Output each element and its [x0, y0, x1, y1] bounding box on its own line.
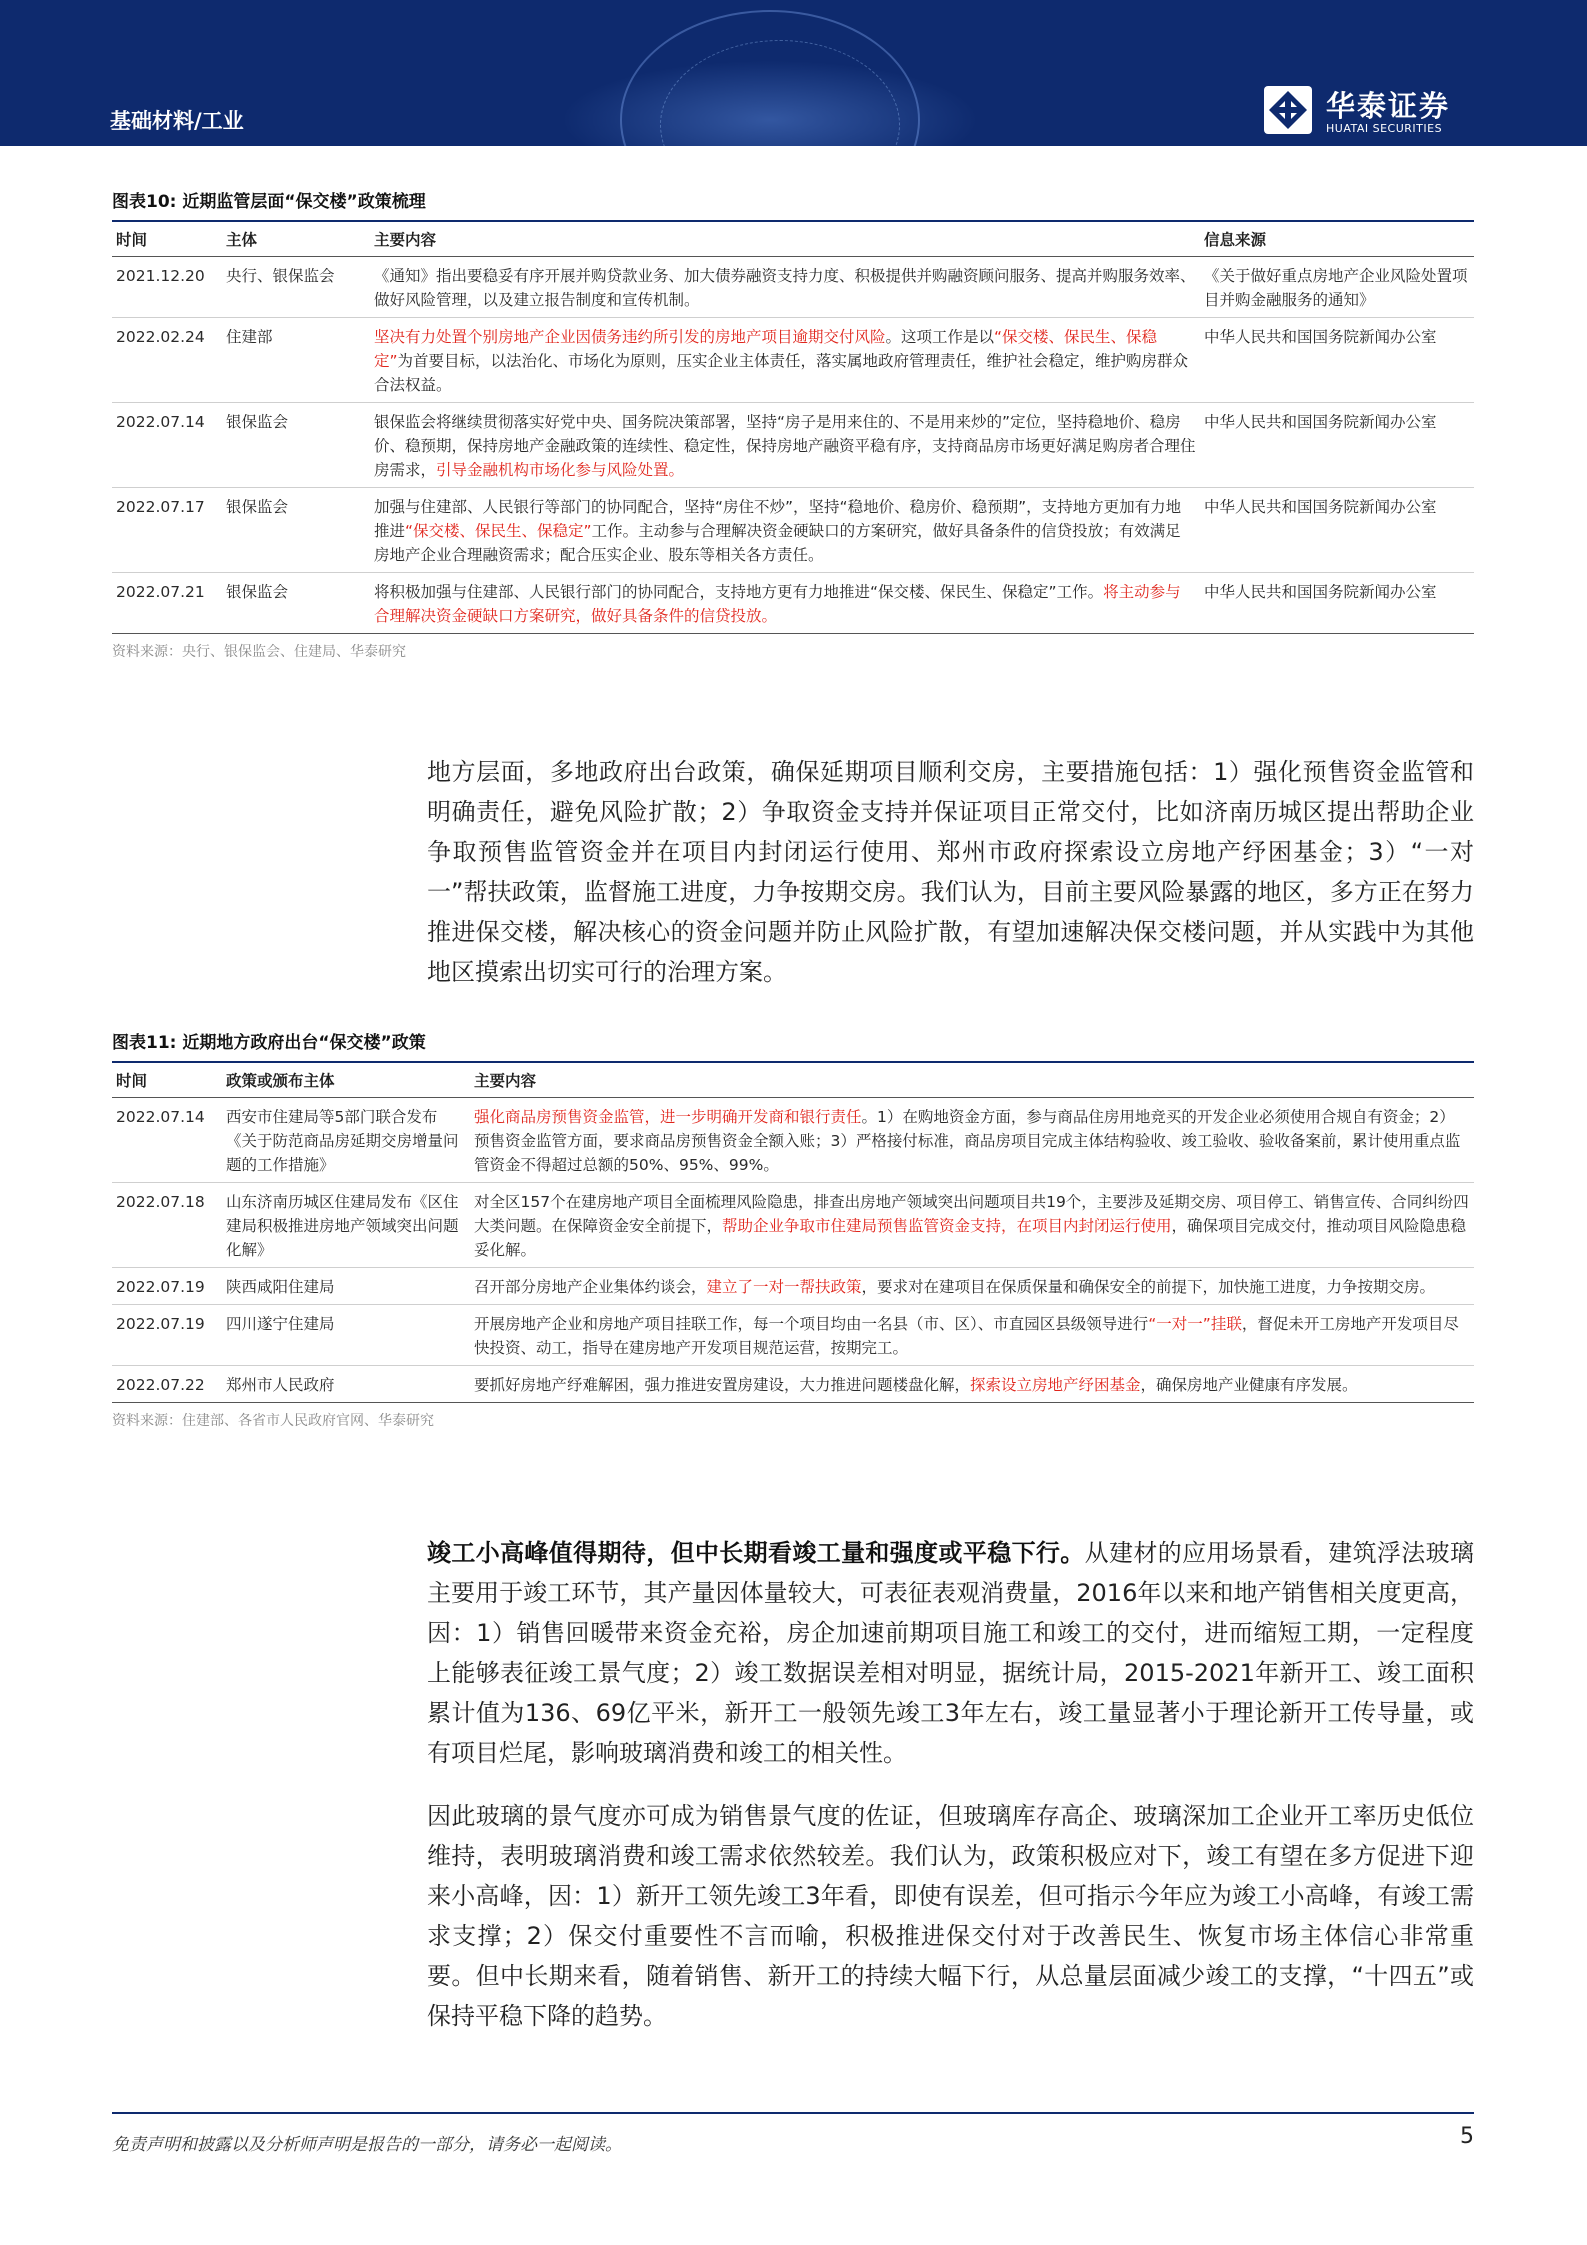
date-cell: 2021.12.20 [112, 257, 222, 318]
authority-cell: 银保监会 [222, 488, 370, 573]
content-cell [370, 403, 1200, 488]
table-header-row [112, 222, 1474, 257]
figure-11-source: 资料来源：住建部、各省市人民政府官网、华泰研究 [112, 1413, 434, 1429]
date-cell: 2022.07.14 [112, 1098, 222, 1183]
column-header: 信息来源 [1200, 222, 1474, 257]
column-header: 时间 [112, 222, 222, 257]
authority-cell: 住建部 [222, 318, 370, 403]
body-paragraph: 地方层面，多地政府出台政策，确保延期项目顺利交房，主要措施包括：1）强化预售资金监管和明确责任，避免风险扩散；2）争取资金支持并保证项目正常交付，比如济南历城区提出帮助企业争取预售监管资金并在项目内封闭运行使用、郑州市政府探索设立房地产纾困基金；3）“一对一”帮扶政策，监督施工进度，力争按期交房。我们认为，目前主要风险暴露的地区，多方正在努力推进保交楼，解决核心的资金问题并防止风险扩散，有望加速解决保交楼问题，并从实践中为其他地区摸索出切实可行的治理方案。 [427, 758, 1474, 986]
content-text: 将积极加强与住建部、人民银行部门的协同配合，支持地方更有力地推进“保交楼、保民生、保稳定”工作。 [374, 583, 1104, 601]
content-text: 为首要目标，以法治化、市场化为原则，压实企业主体责任，落实属地政府管理责任，维护社会稳定，维护购房群众合法权益。 [374, 352, 1189, 394]
date-cell: 2022.07.14 [112, 403, 222, 488]
table-row [112, 318, 1474, 403]
huatai-logo-icon [1262, 84, 1314, 136]
table-header-row [112, 1063, 1474, 1098]
figure-10-title: 图表10: 近期监管层面“保交楼”政策梳理 [112, 187, 1474, 222]
source-cell: 《关于做好重点房地产企业风险处置项目并购金融服务的通知》 [1200, 257, 1474, 318]
logo-name: 华泰证券 [1326, 89, 1451, 123]
body-paragraph-completions [427, 1533, 1474, 1773]
authority-cell: 西安市住建局等5部门联合发布《关于防范商品房延期交房增量问题的工作措施》 [222, 1098, 470, 1183]
table-row [112, 1305, 1474, 1366]
table-row [112, 1268, 1474, 1305]
highlight-text: 强化商品房预售资金监管，进一步明确开发商和银行责任 [474, 1108, 862, 1126]
page-number: 5 [1460, 2124, 1474, 2149]
content-text: 工作。主动参与合理解决资金硬缺口的方案研究，做好具备条件的信贷投放；有效满足房地产企业合理融资需求；配合压实企业、股东等相关各方责任。 [374, 522, 1181, 564]
page-header [0, 0, 1587, 146]
authority-cell: 郑州市人民政府 [222, 1366, 470, 1403]
authority-cell: 四川遂宁住建局 [222, 1305, 470, 1366]
figure-11 [112, 1028, 1474, 1430]
content-text: 加强与住建部、人民银行等部门的协同配合，坚持“房住不炒”，坚持“稳地价、稳房价、稳预期”，支持地方更加有力地推进 [374, 498, 1182, 540]
highlight-text: 探索设立房地产纾困基金 [970, 1376, 1141, 1394]
figure-11-title: 图表11: 近期地方政府出台“保交楼”政策 [112, 1028, 1474, 1063]
authority-cell: 陕西咸阳住建局 [222, 1268, 470, 1305]
content-text: ，确保房地产业健康有序发展。 [1140, 1376, 1358, 1394]
content-cell [370, 488, 1200, 573]
figure-11-rows [112, 1098, 1474, 1403]
highlight-text: “保交楼、保民生、保稳定” [405, 522, 592, 540]
column-header: 时间 [112, 1063, 222, 1098]
content-text: ，督促未开工房地产开发项目尽快投资、动工，指导在建房地产开发项目规范运营，按期完工。 [474, 1315, 1459, 1357]
figure-10-rows [112, 257, 1474, 634]
highlight-text: 帮助企业争取市住建局预售监管资金支持，在项目内封闭运行使用 [722, 1217, 1172, 1235]
source-cell: 中华人民共和国国务院新闻办公室 [1200, 403, 1474, 488]
table-row [112, 403, 1474, 488]
date-cell: 2022.07.22 [112, 1366, 222, 1403]
content-cell [370, 257, 1200, 318]
table-row [112, 1366, 1474, 1403]
table-row [112, 1098, 1474, 1183]
table-row [112, 1183, 1474, 1268]
content-text: 《通知》指出要稳妥有序开展并购贷款业务、加大债券融资支持力度、积极提供并购融资顾问服务、提高并购服务效率、做好风险管理，以及建立报告制度和宣传机制。 [374, 267, 1196, 309]
figure-10-source: 资料来源：央行、银保监会、住建局、华泰研究 [112, 644, 406, 660]
content-text: 。这项工作是以 [885, 328, 995, 346]
highlight-text: “保交楼、保民生、保稳定” [374, 328, 1158, 370]
highlight-text: 引导金融机构市场化参与风险处置。 [436, 461, 685, 479]
content-cell [370, 573, 1200, 634]
content-text: 召开部分房地产企业集体约谈会， [474, 1278, 707, 1296]
body-paragraph-outlook: 因此玻璃的景气度亦可成为销售景气度的佐证，但玻璃库存高企、玻璃深加工企业开工率历史低位维持，表明玻璃消费和竣工需求依然较差。我们认为，政策积极应对下，竣工有望在多方促进下迎来小高峰，因：1）新开工领先竣工3年看，即使有误差，但可指示今年应为竣工小高峰，有竣工需求支撑；2）保交付重要性不言而喻，积极推进保交付对于改善民生、恢复市场主体信心非常重要。但中长期来看，随着销售、新开工的持续大幅下行，从总量层面减少竣工的支撑，“十四五”或保持平稳下降的趋势。 [427, 1802, 1474, 2030]
content-cell [470, 1305, 1474, 1366]
authority-cell: 银保监会 [222, 403, 370, 488]
content-text: 。1）在购地资金方面，参与商品住房用地竞买的开发企业必须使用合规自有资金；2）预售资金监管方面，要求商品房预售资金全额入账；3）严格接付标准，商品房项目完成主体结构验收、竣工验收、验收备案前，累计使用重点监管资金不得超过总额的50%、95%、99%。 [474, 1108, 1461, 1174]
section-name: 基础材料/工业 [110, 109, 244, 133]
authority-cell: 银保监会 [222, 573, 370, 634]
date-cell: 2022.02.24 [112, 318, 222, 403]
highlight-text: “一对一”挂联 [1148, 1315, 1242, 1333]
column-header: 主要内容 [370, 222, 1200, 257]
table-row [112, 257, 1474, 318]
content-text: ，要求对在建项目在保质保量和确保安全的前提下，加快施工进度，力争按期交房。 [861, 1278, 1436, 1296]
content-text: 对全区157个在建房地产项目全面梳理风险隐患，排查出房地产领域突出问题项目共19个，主要涉及延期交房、项目停工、销售宣传、合同纠纷四大类问题。在保障资金安全前提下， [474, 1193, 1469, 1235]
footer-disclaimer: 免责声明和披露以及分析师声明是报告的一部分，请务必一起阅读。 [112, 2135, 622, 2155]
highlight-text: 坚决有力处置个别房地产企业因债务违约所引发的房地产项目逾期交付风险 [374, 328, 886, 346]
content-text: 开展房地产企业和房地产项目挂联工作，每一个项目均由一名县（市、区）、市直园区县级领导进行 [474, 1315, 1149, 1333]
content-cell [370, 318, 1200, 403]
column-header: 主要内容 [470, 1063, 1474, 1098]
figure-10-table [112, 222, 1474, 634]
figure-11-table [112, 1063, 1474, 1403]
authority-cell: 山东济南历城区住建局发布《区住建局积极推进房地产领域突出问题化解》 [222, 1183, 470, 1268]
content-cell [470, 1268, 1474, 1305]
content-cell [470, 1183, 1474, 1268]
date-cell: 2022.07.19 [112, 1305, 222, 1366]
footer-divider [112, 2112, 1474, 2114]
date-cell: 2022.07.19 [112, 1268, 222, 1305]
table-row [112, 488, 1474, 573]
content-text: 银保监会将继续贯彻落实好党中央、国务院决策部署，坚持“房子是用来住的、不是用来炒的”定位，坚持稳地价、稳房价、稳预期，保持房地产金融政策的连续性、稳定性，保持房地产融资平稳有序，支持商品房市场更好满足购房者合理住房需求， [374, 413, 1196, 479]
table-row [112, 573, 1474, 634]
content-cell [470, 1366, 1474, 1403]
content-text: ，确保项目完成交付，推动项目风险隐患稳妥化解。 [474, 1217, 1467, 1259]
source-cell: 中华人民共和国国务院新闻办公室 [1200, 573, 1474, 634]
paragraph-lead: 竣工小高峰值得期待，但中长期看竣工量和强度或平稳下行。 [427, 1539, 1085, 1567]
column-header: 主体 [222, 222, 370, 257]
logo-subtitle: HUATAI SECURITIES [1326, 122, 1443, 135]
source-cell: 中华人民共和国国务院新闻办公室 [1200, 318, 1474, 403]
highlight-text: 将主动参与合理解决资金硬缺口方案研究，做好具备条件的信贷投放。 [374, 583, 1181, 625]
highlight-text: 建立了一对一帮扶政策 [706, 1278, 862, 1296]
authority-cell: 央行、银保监会 [222, 257, 370, 318]
source-cell: 中华人民共和国国务院新闻办公室 [1200, 488, 1474, 573]
content-cell [470, 1098, 1474, 1183]
brand-logo [1262, 84, 1482, 140]
date-cell: 2022.07.21 [112, 573, 222, 634]
column-header: 政策或颁布主体 [222, 1063, 470, 1098]
paragraph-text: 从建材的应用场景看，建筑浮法玻璃主要用于竣工环节，其产量因体量较大，可表征表观消费量，2016年以来和地产销售相关度更高，因：1）销售回暖带来资金充裕，房企加速前期项目施工和竣工的交付，进而缩短工期，一定程度上能够表征竣工景气度；2）竣工数据误差相对明显，据统计局，2015-2021年新开工、竣工面积累计值为136、69亿平米，新开工一般领先竣工3年左右，竣工量显著小于理论新开工传导量，或有项目烂尾，影响玻璃消费和竣工的相关性。 [427, 1539, 1474, 1767]
figure-10 [112, 187, 1474, 661]
date-cell: 2022.07.18 [112, 1183, 222, 1268]
date-cell: 2022.07.17 [112, 488, 222, 573]
content-text: 要抓好房地产纾难解困，强力推进安置房建设，大力推进问题楼盘化解， [474, 1376, 971, 1394]
